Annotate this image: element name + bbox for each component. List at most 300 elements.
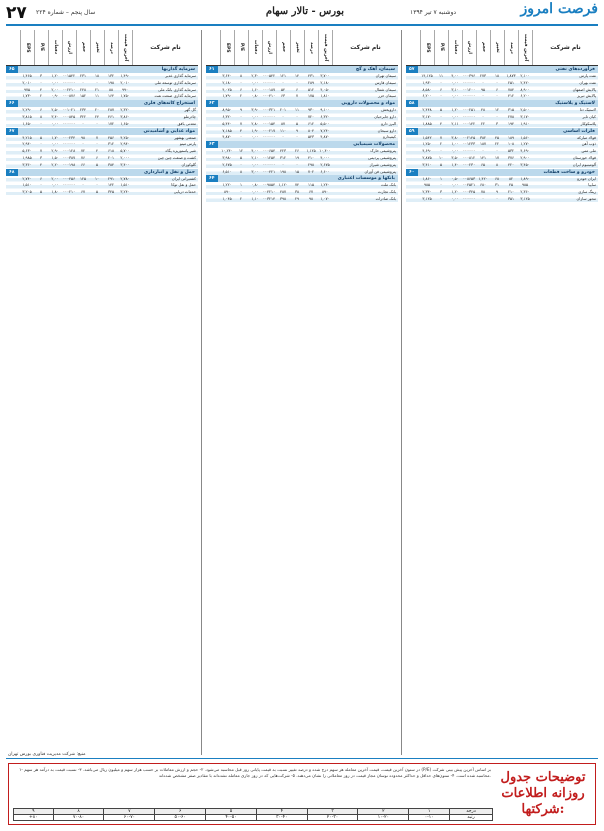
table-cell: ۲ [239, 195, 243, 201]
table-cell: ۷۲ [80, 148, 86, 154]
column-divider [401, 30, 402, 755]
table-cell: ۶ [439, 86, 443, 92]
table-cell: ۱,۷۵۰ [120, 93, 130, 99]
table-cell: ۸۹۰ [321, 189, 329, 195]
table-cell: ۰,۰۰ [451, 79, 459, 85]
table-cell: ۶۷ [308, 189, 314, 195]
table-cell: ۳ [39, 154, 43, 160]
table-cell: ۲۹۸ [307, 161, 315, 167]
company-name: نفت پارس [579, 73, 596, 78]
table-cell: ۷۶ [80, 154, 86, 160]
table-cell: ۷,۲۴۰ [320, 127, 330, 133]
scale-cell: ۶۰-۷۰ [104, 815, 155, 821]
table-cell: ۶۸ [494, 175, 500, 181]
table-cell: ۱,۵۴۲ [422, 134, 432, 140]
table-cell: ۲,۰۰۰ [120, 154, 130, 160]
table-cell: ۶ [239, 86, 243, 92]
table-cell: ۴,۸۷۰ [320, 134, 330, 140]
table-cell: ۰۰۰۲۳۰ [462, 161, 476, 167]
header-cell: ارزش [62, 30, 76, 65]
table-cell: ۰ [439, 182, 443, 188]
company-name: چادرملو [183, 113, 196, 119]
industry-group-number: ۶۷ [6, 128, 18, 135]
table-cell: ۴,۲۵۰ [120, 134, 130, 140]
table-cell: ۱۰۸ [507, 141, 515, 147]
table-cell: ۱۰ [438, 154, 444, 160]
table-cell: ۴۱۲ [507, 93, 515, 99]
table-cell: ۰۰۰۳۲۱ [262, 107, 276, 113]
table-cell: ۴۱۰ [307, 154, 315, 160]
table-cell: ۰۰۰۱۸۷ [262, 86, 276, 92]
scale-cell: ۰-۱۰ [409, 815, 450, 821]
table-cell: ۱,۸۷۳ [506, 73, 516, 78]
company-name: معدنی بافق [177, 120, 196, 126]
table-row [406, 162, 598, 169]
table-row [406, 121, 598, 128]
table-cell: ۴,۸۷۰ [222, 134, 232, 140]
company-name: پتروشیمی فن آوران [364, 168, 396, 174]
table-cell: ۱ [439, 175, 443, 181]
table-cell: ۴۵ [494, 134, 500, 140]
table-cell: ۳,۸۰ [451, 134, 459, 140]
table-cell: ۰ [239, 134, 243, 140]
industry-group-title: لاستیک و پلاستیک [555, 101, 595, 107]
table-cell: ۲,۰۰ [51, 175, 59, 181]
table-cell: ۱۶۴ [107, 93, 115, 99]
table-cell: ۰ [39, 182, 43, 188]
table-cell: ۱۸۹ [507, 134, 515, 140]
table-row [406, 148, 598, 155]
table-cell: ۰,۸۰ [251, 93, 259, 99]
table-cell: ۶,۲۰۰ [422, 93, 432, 99]
table-cell: ۱,۲۷۰ [520, 141, 530, 147]
table-row [6, 87, 198, 94]
table-cell: ۴,۰۰۰ [320, 154, 330, 160]
table-cell: ۳,۰۰ [251, 168, 259, 174]
table-row [206, 114, 398, 121]
table-cell: ۷۰۲ [307, 168, 315, 174]
table-cell: ۱۵۲ [79, 93, 87, 99]
table-cell: ۰۰۱۰۲۱ [62, 107, 76, 113]
company-name: خدمات دریایی [173, 189, 196, 195]
table-cell: ۹۳۰ [307, 107, 315, 113]
table-row [6, 176, 198, 183]
table-cell: ۹۸۵ [423, 182, 431, 188]
header-cell: ارزش [462, 30, 476, 65]
table-cell: ۱,۴۲۰ [478, 175, 488, 181]
table-cell: ۰,۰۰ [251, 113, 259, 119]
table-cell: ۰۰۰۱۲۸ [62, 148, 76, 154]
table-cell: ۳,۱۷۰ [422, 113, 432, 119]
table-cell: ۰ [295, 113, 299, 119]
table-cell: ۳۴۵ [107, 189, 115, 195]
table-cell: ۱۲۵ [79, 175, 87, 181]
table-cell: ۰۰۰۲۱۷ [262, 127, 276, 133]
table-cell: ۱۰,۴۰۰ [319, 148, 331, 154]
table-cell: ۰۰۰۰۰۰ [262, 113, 276, 119]
table-cell: ۵۳۲ [507, 148, 515, 154]
company-name: دارو جابرحیان [374, 113, 396, 119]
table-cell: ۰,۰۰ [251, 161, 259, 167]
company-name: سرمایه گذاری توسعه ملی [154, 79, 196, 85]
date-line: دوشنبه ۷ تیر ۱۳۹۴ [410, 9, 457, 16]
table-cell: ۲,۹۴۰ [22, 141, 32, 147]
table-row [6, 107, 198, 114]
table-row [206, 182, 398, 189]
table-cell: ۵,۴۴۰ [222, 120, 232, 126]
table-cell: ۰۰۰۰۰۰ [262, 134, 276, 140]
table-cell: ۸۲ [508, 175, 514, 181]
table-cell: ۰ [239, 161, 243, 167]
company-name: نفت بهران [579, 79, 596, 85]
table-row [6, 141, 198, 148]
company-name: پتروشیمی خارک [370, 148, 396, 154]
company-name: محور سازان [576, 195, 596, 201]
table-cell: ۳۵۱ [507, 195, 515, 201]
table-cell: ۴,۶۹۰ [422, 148, 432, 154]
table-cell: ۲,۰۱۰ [22, 79, 32, 85]
table-cell: ۲,۱۸۰ [320, 79, 330, 85]
table-cell: ۰ [439, 79, 443, 85]
table-cell: ۶ [39, 107, 43, 113]
table-cell: ۴ [439, 120, 443, 126]
table-cell: ۱,۷۳۰ [22, 93, 32, 99]
company-name: شیر پاستوریزه پگاه [165, 148, 196, 154]
table-row [6, 182, 198, 189]
table-cell: ۱۴ [294, 73, 300, 78]
company-name: دارو سبحان [377, 127, 396, 133]
table-row [406, 93, 598, 100]
table-row [206, 155, 398, 162]
table-cell: ۰ [95, 120, 99, 126]
table-cell: ۰,۰۰ [251, 189, 259, 195]
table-row [206, 93, 398, 100]
table-cell: ۳,۱۷۰ [520, 113, 530, 119]
table-row [206, 196, 398, 203]
table-cell: ۰ [439, 113, 443, 119]
company-name: ذوب آهن [581, 141, 596, 147]
table-cell: ۳ [495, 120, 499, 126]
table-cell: ۳,۶۴۰ [222, 73, 232, 78]
table-cell: ۴ [39, 161, 43, 167]
company-name: آلومینیوم ایران [572, 161, 596, 167]
table-cell: ۳,۴۵۰ [520, 161, 530, 167]
table-cell: ۶,۳۲۰ [320, 113, 330, 119]
table-cell: ۰ [39, 141, 43, 147]
table-cell: ۰ [439, 93, 443, 99]
industry-group-title: استخراج کانه‌های فلزی [143, 101, 195, 107]
table-cell: ۵ [95, 189, 99, 195]
table-row [206, 148, 398, 155]
table-cell: ۶ [95, 154, 99, 160]
table-cell: ۵۴ [280, 86, 286, 92]
table-cell: ۲۳۱ [79, 73, 87, 78]
table-cell: ۰۰۰۵۴۲ [262, 73, 276, 78]
scale-cell: ۴ [256, 809, 307, 815]
scale-cell: ۲۰-۳۰ [307, 815, 358, 821]
explanation-text: ۱- در ستون آخرین قیمت، قیمت آخرین معامله هر سهم درج شده و درصد تغییر نسبت به قیمت پایانی روز قبل محاسبه می‌شود. ۲- حجم و ارزش معاملات بر حسب هزار سهم و میلیون ریال می‌باشد. ۳- نسبت قیمت به درآمد هر سهم (P/E) بر اساس آخرین پیش بینی شرکت محاسبه شده است. ۴- ستون‌های حداقل و حداکثر محدوده نوسان مجاز قیمت در روز معاملاتی را نشان می‌دهند. ۵- شرکت‌هایی که در روز جاری معامله نشده‌اند با مقادیر صفر مشخص شده‌اند. [19, 767, 491, 778]
table-cell: ۱۱ [94, 93, 100, 99]
table-cell: ۷۸ [480, 189, 486, 195]
table-cell: ۱۲۱ [279, 73, 287, 78]
table-cell: ۲,۹۰۰ [520, 154, 530, 160]
header-cell: P/E [234, 30, 248, 65]
table-cell: ۵ [439, 107, 443, 113]
table-cell: ۱۹ [294, 154, 300, 160]
header-cell: درصد [104, 30, 118, 65]
table-cell: ۵,۶۳۰ [22, 148, 32, 154]
table-cell: ۳,۸۶۰ [120, 113, 130, 119]
table-cell: ۷ [39, 148, 43, 154]
table-cell: ۲۱ [94, 86, 100, 92]
table-cell: ۴,۲۱۵ [22, 134, 32, 140]
table-cell: ۰,۰۰ [51, 141, 59, 147]
table-cell: ۹ [295, 127, 299, 133]
table-cell: ۲,۷۴۰ [22, 175, 32, 181]
scale-cell: ۷ [104, 809, 155, 815]
company-name: داروپخش [381, 107, 396, 113]
table-cell: ۲,۱۰ [251, 154, 259, 160]
table-cell: ۰ [295, 161, 299, 167]
company-name: پتروشیمی پردیس [368, 154, 396, 160]
table-cell: ۰,۰۰ [251, 134, 259, 140]
table-cell: ۰۰۳۲۱۴ [262, 195, 276, 201]
table-cell: ۴۶۱ [107, 113, 115, 119]
table-cell: ۵,۵۰۰ [320, 120, 330, 126]
table-cell: ۱,۱۲۵ [306, 148, 316, 154]
header-company-name: نام شرکت [532, 30, 598, 65]
table-row [406, 87, 598, 94]
table-cell: ۱۷ [494, 154, 500, 160]
industry-group-header [206, 141, 398, 148]
table-cell: ۳,۴۰ [51, 113, 59, 119]
stock-column-middle [206, 30, 398, 755]
industry-group-header [406, 100, 598, 107]
table-row [406, 73, 598, 80]
table-cell: ۲۹۱ [107, 175, 115, 181]
industry-group-header [6, 169, 198, 176]
table-cell: ۱۹۴ [507, 120, 515, 126]
table-cell: ۴,۰۰ [251, 148, 259, 154]
table-cell: ۰ [81, 120, 85, 126]
table-cell: ۰ [281, 161, 285, 167]
table-cell: ۱۱ [438, 73, 444, 78]
company-name: بانک صادرات [375, 195, 396, 201]
table-cell: ۹۹۰ [121, 86, 129, 92]
header-cell: دفعات [248, 30, 262, 65]
table-cell: ۸۷ [280, 120, 286, 126]
table-cell: ۱,۱۲۰ [278, 182, 288, 188]
table-cell: ۰,۰۰ [451, 195, 459, 201]
industry-group-number: ۶۴ [206, 175, 218, 182]
table-cell: ۲,۷۸۰ [120, 175, 130, 181]
table-cell: ۲ [439, 141, 443, 147]
table-cell: ۰ [239, 113, 243, 119]
table-row [6, 93, 198, 100]
industry-group-header [6, 128, 198, 135]
table-cell: ۸ [495, 161, 499, 167]
table-cell: ۰,۰۰ [251, 79, 259, 85]
table-cell: ۴۸۷ [279, 189, 287, 195]
table-cell: ۲۳۴ [79, 107, 87, 113]
table-cell: ۱,۶۵۰ [22, 120, 32, 126]
table-cell: ۰,۵۰ [451, 175, 459, 181]
table-cell: ۰۰۰۰۰۰ [462, 79, 476, 85]
industry-group-number: ۵۸ [406, 100, 418, 107]
stock-column-right [406, 30, 598, 755]
header-cell: EPS [220, 30, 234, 65]
table-cell: ۰ [495, 113, 499, 119]
table-cell: ۰,۰۰ [451, 182, 459, 188]
table-cell: ۳,۳۶۰ [22, 161, 32, 167]
table-cell: ۷ [295, 93, 299, 99]
table-row [6, 80, 198, 87]
table-cell: ۰۰۰۳۹۶ [462, 73, 476, 78]
table-row [406, 80, 598, 87]
header-cell: حجم [76, 30, 90, 65]
company-name: سیمان شمال [375, 86, 396, 92]
source-line: منبع: شرکت مدیریت فناوری بورس تهران [8, 752, 86, 757]
table-header-row [6, 30, 198, 66]
header-cell: P/E [34, 30, 48, 65]
page-number: ۲۷ [6, 3, 27, 23]
header-company-name: نام شرکت [332, 30, 398, 65]
issue-info: سال پنجم – شماره ۲۲۴ [36, 9, 96, 16]
industry-group-number: ۶۰ [406, 169, 418, 176]
table-cell: ۱,۴۶۵ [22, 73, 32, 78]
table-cell: ۱,۶۰ [251, 86, 259, 92]
scale-cell: ۲ [358, 809, 409, 815]
table-cell: ۷,۱۸۵ [222, 127, 232, 133]
table-row [406, 155, 598, 162]
table-cell: ۷ [95, 134, 99, 140]
table-cell: ۲,۵۰ [51, 107, 59, 113]
table-cell: ۴۳۱ [307, 73, 315, 78]
table-cell: ۹۸ [80, 134, 86, 140]
industry-group-header [206, 100, 398, 107]
table-cell: ۰ [495, 79, 499, 85]
table-cell: ۱,۸۰ [51, 189, 59, 195]
table-cell: ۴۵ [508, 182, 514, 188]
column-divider [201, 30, 202, 755]
table-row [206, 162, 398, 169]
table-row [406, 135, 598, 142]
masthead [0, 0, 604, 24]
table-cell: ۰۰۱۵۴۲ [62, 73, 76, 78]
table-cell: ۰۰۰۸۱۲ [462, 154, 476, 160]
table-cell: ۶,۳۲۰ [222, 113, 232, 119]
header-rule [6, 24, 598, 26]
table-cell: ۸ [239, 168, 243, 174]
table-cell: ۰,۰۰ [51, 120, 59, 126]
table-cell: ۹۸۵ [521, 182, 529, 188]
table-cell: ۰۰۰۴۱۰ [262, 93, 276, 99]
table-cell: ۰۰۱۲۳۳ [462, 141, 476, 147]
table-cell: ۲۲ [480, 120, 486, 126]
table-cell: ۰,۹۰ [51, 93, 59, 99]
table-cell: ۰۰۰۰۰۰ [62, 79, 76, 85]
table-cell: ۰۰۰۰۰۰ [62, 120, 76, 126]
table-cell: ۷ [439, 134, 443, 140]
table-cell: ۱۷۲ [107, 120, 115, 126]
rating-scale-table [13, 808, 493, 821]
header-cell: آخرین قیمت [118, 30, 132, 65]
table-cell: ۲,۳۰ [251, 73, 259, 78]
company-name: ملی مس [581, 148, 596, 154]
table-cell: ۳,۱۲۵ [520, 195, 530, 201]
table-cell: ۲۷۸ [507, 113, 515, 119]
table-cell: ۳ [439, 189, 443, 195]
table-row [6, 155, 198, 162]
table-cell: ۲,۱۱ [451, 120, 459, 126]
table-header-row [406, 30, 598, 66]
table-cell: ۲۲ [494, 141, 500, 147]
table-cell: ۱,۱۰ [251, 195, 259, 201]
header-cell: EPS [20, 30, 34, 65]
header-cell: آخرین قیمت [518, 30, 532, 65]
table-cell: ۲,۰۱۰ [120, 79, 130, 85]
company-name: سرمایه گذاری غدیر [165, 73, 196, 78]
table-cell: ۲۶ [294, 148, 300, 154]
table-cell: ۰ [239, 79, 243, 85]
table-cell: ۸,۹۵۰ [222, 107, 232, 113]
company-name: لاستیک دنا [579, 107, 596, 113]
table-cell: ۴۲۰ [507, 161, 515, 167]
industry-group-number: ۵۹ [406, 128, 418, 135]
industry-group-number: ۶۸ [6, 169, 18, 176]
table-cell: ۶ [495, 86, 499, 92]
table-cell: ۲۰۱ [279, 107, 287, 113]
table-cell: ۳,۴۱۰ [422, 161, 432, 167]
table-cell: ۱۲ [238, 148, 244, 154]
table-cell: ۹ [239, 107, 243, 113]
table-cell: ۷۲۰ [307, 113, 315, 119]
table-cell: ۳,۴۰۰ [120, 161, 130, 167]
table-cell: ۷۸۴ [507, 86, 515, 92]
table-cell: ۴ [39, 86, 43, 92]
table-cell: ۳۸ [294, 189, 300, 195]
table-cell: ۰,۰۰ [51, 79, 59, 85]
table-cell: ۲۰۱ [107, 154, 115, 160]
table-row [206, 121, 398, 128]
scale-cell: ۳ [307, 809, 358, 815]
company-name: بانک ملت [381, 182, 396, 188]
table-cell: ۱۹۸ [279, 168, 287, 174]
company-name: پتروشیمی شیراز [369, 161, 396, 167]
company-name: بانک تجارت [378, 189, 396, 195]
table-cell: ۳,۵۰ [451, 154, 459, 160]
newspaper-logo: فرصت امروز [520, 1, 598, 17]
table-cell: ۲,۹۰ [51, 148, 59, 154]
industry-group-number: ۶۱ [206, 66, 218, 73]
table-row [206, 107, 398, 114]
table-cell: ۲,۸۷۵ [422, 154, 432, 160]
table-body [406, 66, 598, 203]
table-row [406, 196, 598, 203]
table-cell: ۱,۰۷۰ [320, 195, 330, 201]
table-cell: ۲,۶۷۵ [320, 161, 330, 167]
table-cell: ۰ [481, 93, 485, 99]
table-cell: ۰۰۰۱۹۸ [62, 161, 76, 167]
company-name: سرمایه گذاری بانک ملی [158, 86, 196, 92]
table-cell: ۰,۰۰ [451, 148, 459, 154]
table-cell: ۹۷۵ [23, 86, 31, 92]
table-cell: ۰ [495, 195, 499, 201]
table-row [206, 80, 398, 87]
table-cell: ۰ [439, 148, 443, 154]
table-cell: ۶ [295, 86, 299, 92]
table-cell: ۱,۰۰ [451, 141, 459, 147]
